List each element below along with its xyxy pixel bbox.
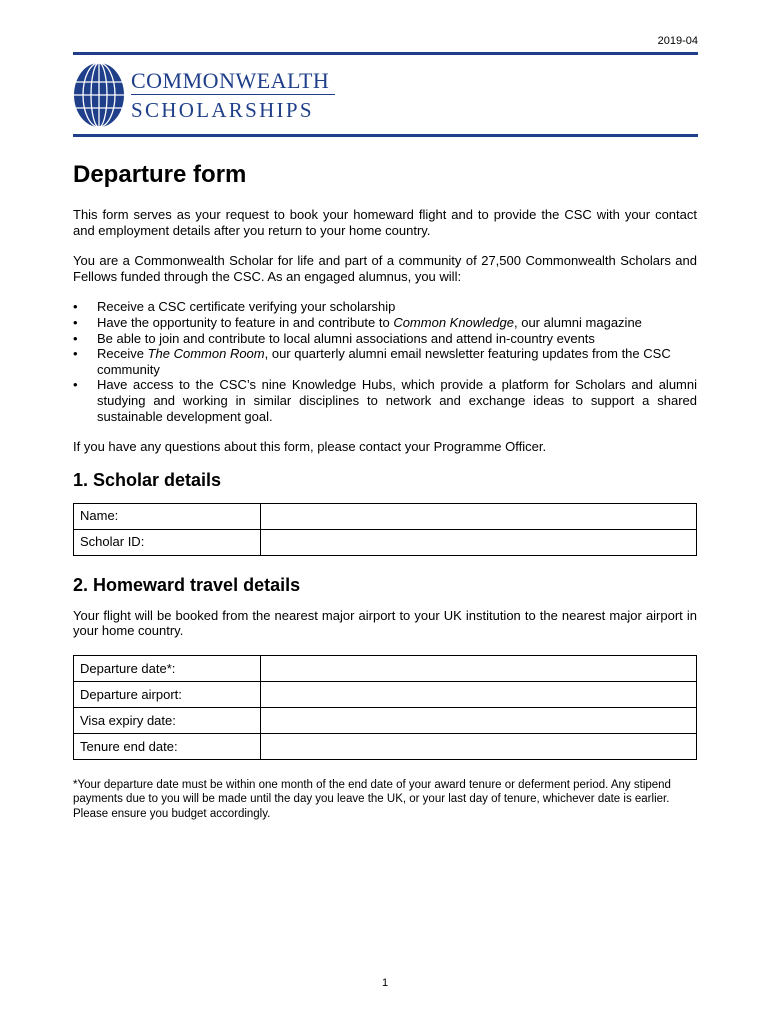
table-row — [74, 529, 697, 555]
document-date: 2019-04 — [657, 35, 698, 47]
list-item: • Receive The Common Room, our quarterly alumni email newsletter featuring updates from the CSC community — [73, 346, 697, 377]
departure-note: *Your departure date must be within one month of the end date of your award tenure or deferment period. Any stipend payments due to you will be made until the day you leave the UK, or your last day of tenure, whichever date is earlier. Please ensure you budget accordingly. — [73, 778, 671, 820]
table-row — [74, 733, 697, 759]
travel-intro: Your flight will be booked from the nearest major airport to your UK institution to the nearest major airport in your home country. — [73, 607, 697, 639]
alumni-paragraph: You are a Commonwealth Scholar for life and part of a community of 27,500 Commonwealth Scholars and Fellows funded through the CSC. As an engaged alumnus, you will: — [73, 253, 697, 284]
table-row — [74, 707, 697, 733]
list-item: • Have access to the CSC’s nine Knowledge Hubs, which provide a platform for Scholars and alumni studying and working in similar disciplines to network and exchange ideas to support a shared sustainable development goal. — [73, 377, 697, 424]
benefits-list — [73, 299, 697, 424]
field-label: Scholar ID: — [74, 529, 261, 555]
list-item: • Receive a CSC certificate verifying your scholarship — [73, 299, 697, 315]
field-label: Visa expiry date: — [74, 707, 261, 733]
page-title: Departure form — [73, 161, 247, 188]
scholar-id-field[interactable] — [261, 529, 697, 555]
visa-expiry-field[interactable] — [261, 707, 697, 733]
header-rule-top — [73, 52, 698, 55]
field-label: Name: — [74, 503, 261, 529]
field-label: Tenure end date: — [74, 733, 261, 759]
commonwealth-scholarships-logo — [73, 62, 343, 130]
globe-icon — [73, 62, 125, 128]
logo-line2: SCHOLARSHIPS — [131, 98, 314, 122]
table-row — [74, 681, 697, 707]
departure-date-field[interactable] — [261, 655, 697, 681]
field-label: Departure airport: — [74, 681, 261, 707]
scholar-details-table — [73, 503, 697, 556]
list-item: • Be able to join and contribute to local alumni associations and attend in-country events — [73, 331, 697, 347]
table-row — [74, 655, 697, 681]
field-label: Departure date*: — [74, 655, 261, 681]
header-rule-bottom — [73, 134, 698, 137]
page-number: 1 — [381, 977, 389, 989]
logo-line1: COMMONWEALTH — [131, 68, 330, 93]
section-heading-scholar-details: 1. Scholar details — [73, 469, 222, 490]
contact-paragraph: If you have any questions about this form, please contact your Programme Officer. — [73, 439, 547, 455]
intro-paragraph: This form serves as your request to book your homeward flight and to provide the CSC with your contact and employment details after you return to your home country. — [73, 207, 697, 238]
table-row — [74, 503, 697, 529]
tenure-end-field[interactable] — [261, 733, 697, 759]
travel-details-table — [73, 655, 697, 760]
departure-airport-field[interactable] — [261, 681, 697, 707]
list-item: • Have the opportunity to feature in and contribute to Common Knowledge, our alumni magazine — [73, 315, 697, 331]
section-heading-travel-details: 2. Homeward travel details — [73, 574, 301, 595]
name-field[interactable] — [261, 503, 697, 529]
